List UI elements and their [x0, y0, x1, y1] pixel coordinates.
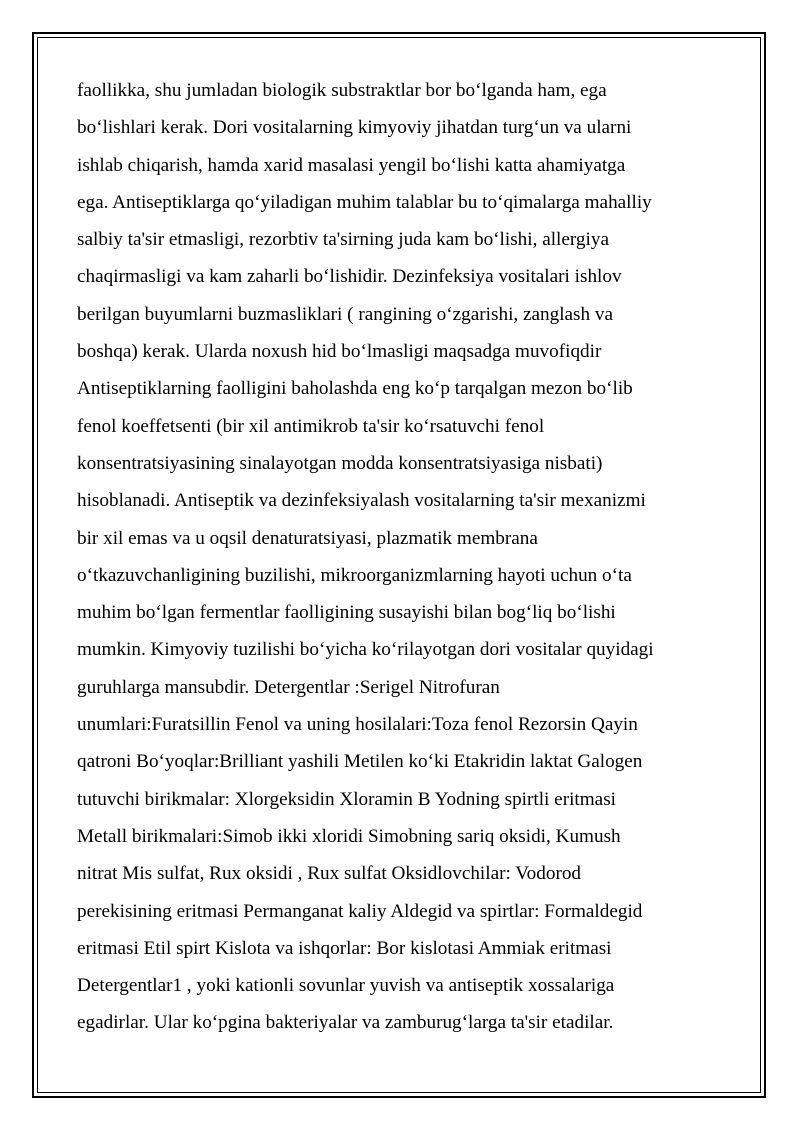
- text-line: konsentratsiyasining sinalayotgan modda konsentratsiyasiga nisbati): [77, 452, 603, 474]
- text-line: muhim boʻlgan fermentlar faolligining susayishi bilan bogʻliq boʻlishi: [77, 602, 616, 624]
- text-line: boʻlishlari kerak. Dori vositalarning kimyoviy jihatdan turgʻun va ularni: [77, 117, 632, 139]
- text-line: mumkin. Kimyoviy tuzilishi boʻyicha koʻrilayotgan dori vositalar quyidagi: [77, 639, 654, 661]
- text-line: nitrat Mis sulfat, Rux oksidi , Rux sulfat Oksidlovchilar: Vodorod: [77, 863, 582, 885]
- text-line: Metall birikmalari:Simob ikki xloridi Simobning sariq oksidi, Kumush: [77, 825, 621, 847]
- text-line: unumlari:Furatsillin Fenol va uning hosilalari:Toza fenol Rezorsin Qayin: [77, 714, 638, 736]
- text-line: bir xil emas va u oqsil denaturatsiyasi, plazmatik membrana: [77, 527, 538, 549]
- text-line: perekisining eritmasi Permanganat kaliy Aldegid va spirtlar: Formaldegid: [77, 900, 643, 922]
- text-line: berilgan buyumlarni buzmasliklari ( rangining oʻzgarishi, zanglash va: [77, 303, 614, 325]
- text-line: egadirlar. Ular koʻpgina bakteriyalar va zamburugʻlarga ta'sir etadilar.: [77, 1012, 614, 1034]
- text-line: eritmasi Etil spirt Kislota va ishqorlar: Bor kislotasi Ammiak eritmasi: [77, 937, 612, 959]
- text-line: ishlab chiqarish, hamda xarid masalasi yengil boʻlishi katta ahamiyatga: [77, 154, 626, 176]
- body-text: [77, 72, 737, 1042]
- text-line: salbiy ta'sir etmasligi, rezorbtiv ta'sirning juda kam boʻlishi, allergiya: [77, 229, 609, 251]
- text-line: boshqa) kerak. Ularda noxush hid boʻlmasligi maqsadga muvofiqdir: [77, 341, 602, 363]
- text-line: Antiseptiklarning faolligini baholashda eng koʻp tarqalgan mezon boʻlib: [77, 378, 633, 400]
- text-line: chaqirmasligi va kam zaharli boʻlishidir. Dezinfeksiya vositalari ishlov: [77, 266, 622, 288]
- text-line: fenol koeffetsenti (bir xil antimikrob ta'sir koʻrsatuvchi fenol: [77, 415, 545, 437]
- text-line: tutuvchi birikmalar: Xlorgeksidin Xloramin B Yodning spirtli eritmasi: [77, 788, 616, 810]
- text-line: ega. Antiseptiklarga qoʻyiladigan muhim talablar bu toʻqimalarga mahalliy: [77, 191, 652, 213]
- text-line: guruhlarga mansubdir. Detergentlar :Serigel Nitrofuran: [77, 676, 500, 698]
- text-line: hisoblanadi. Antiseptik va dezinfeksiyalash vositalarning ta'sir mexanizmi: [77, 490, 646, 512]
- text-line: oʻtkazuvchanligining buzilishi, mikroorganizmlarning hayoti uchun oʻta: [77, 564, 632, 586]
- text-line: qatroni Boʻyoqlar:Brilliant yashili Metilen koʻki Etakridin laktat Galogen: [77, 751, 643, 773]
- text-line: Detergentlar1 , yoki kationli sovunlar yuvish va antiseptik xossalariga: [77, 975, 615, 997]
- text-line: faollikka, shu jumladan biologik substraktlar bor boʻlganda ham, ega: [77, 80, 607, 101]
